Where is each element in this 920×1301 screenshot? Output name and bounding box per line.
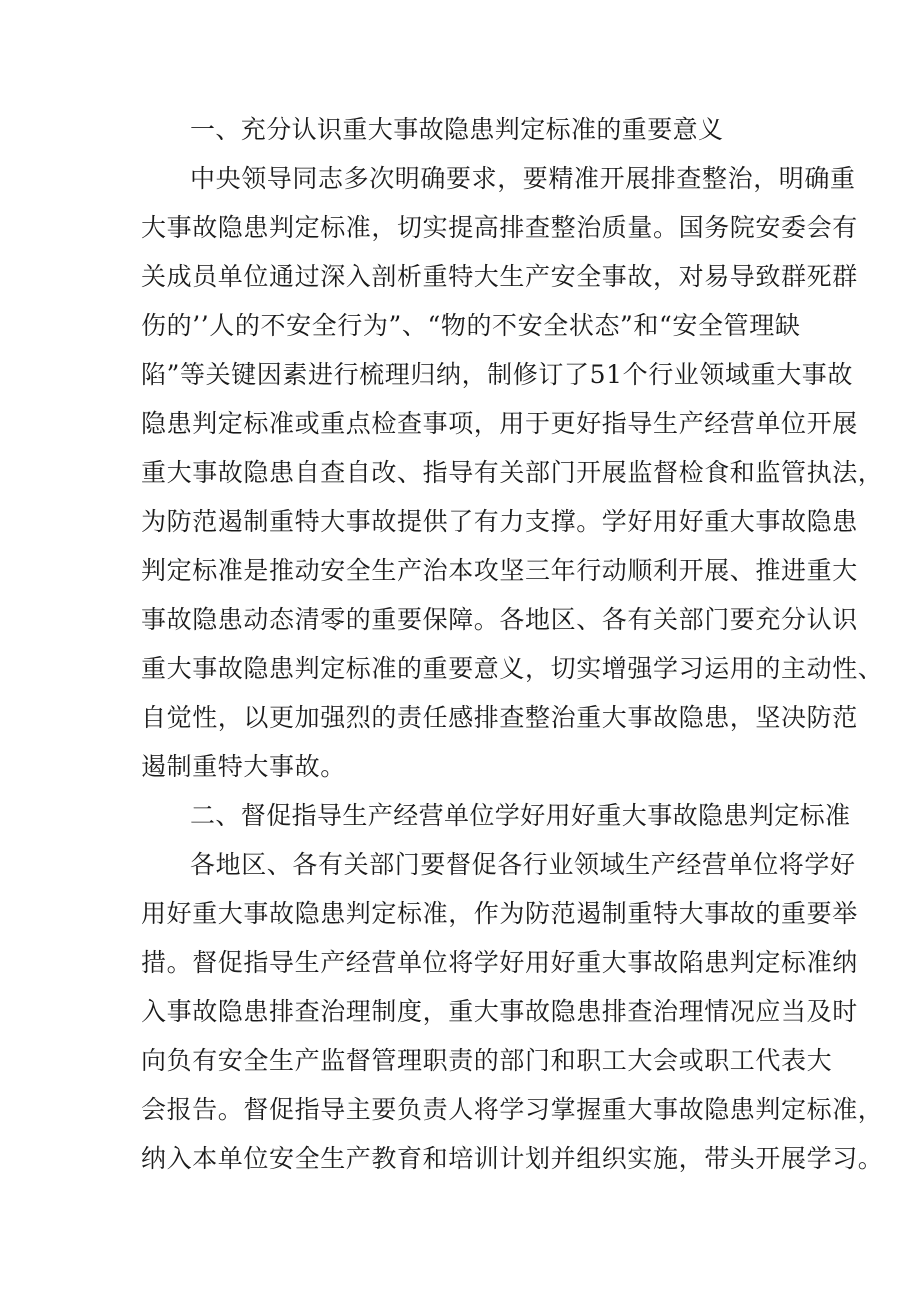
paragraph-line: 为防范遏制重特大事故提供了有力支撑。学好用好重大事故隐患 (141, 507, 858, 536)
section-1-heading: 一、充分认识重大事故隐患判定标准的重要意义 (190, 115, 724, 144)
paragraph-line: 判定标准是推动安全生产治本攻坚三年行动顺利开展、推进重大 (141, 556, 858, 585)
paragraph-line: 关成员单位通过深入剖析重特大生产安全事故，对易导致群死群 (141, 262, 858, 291)
section-2-heading: 二、督促指导生产经营单位学好用好重大事故隐患判定标准 (190, 801, 851, 830)
paragraph-line: 事故隐患动态清零的重要保障。各地区、各有关部门要充分认识 (141, 605, 858, 634)
paragraph-line: 伤的’’人的不安全行为”、“物的不安全状态”和“安全管理缺 (141, 311, 801, 340)
paragraph-line: 陷”等关键因素进行梳理归纳，制修订了51个行业领域重大事故 (141, 360, 853, 389)
paragraph-line: 会报告。督促指导主要负责人将学习掌握重大事故隐患判定标准， (141, 1095, 884, 1124)
paragraph-line: 中央领导同志多次明确要求，要精准开展排查整治，明确重 (190, 164, 856, 193)
paragraph-line: 措。督促指导生产经营单位将学好用好重大事故陷患判定标准纳 (141, 948, 858, 977)
paragraph-line: 入事故隐患排查治理制度，重大事故隐患排查治理情况应当及时 (141, 997, 858, 1026)
paragraph-line: 大事故隐患判定标准，切实提高排查整治质量。国务院安委会有 (141, 213, 858, 242)
paragraph-line: 隐患判定标准或重点检查事项，用于更好指导生产经营单位开展 (141, 409, 858, 438)
paragraph-line: 重大事故隐患判定标准的重要意义，切实增强学习运用的主动性、 (141, 654, 884, 683)
paragraph-line: 遏制重特大事故。 (141, 752, 346, 781)
paragraph-line: 重大事故隐患自查自改、指导有关部门开展监督检食和监管执法， (141, 458, 884, 487)
paragraph-line: 各地区、各有关部门要督促各行业领域生产经营单位将学好 (190, 850, 856, 879)
paragraph-line: 纳入本单位安全生产教育和培训计划并组织实施，带头开展学习。 (141, 1144, 884, 1173)
paragraph-line: 向负有安全生产监督管理职责的部门和职工大会或职工代表大 (141, 1046, 833, 1075)
paragraph-line: 用好重大事故隐患判定标准，作为防范遏制重特大事故的重要举 (141, 899, 858, 928)
paragraph-line: 自觉性，以更加强烈的责任感排查整治重大事故隐患，坚决防范 (141, 703, 858, 732)
